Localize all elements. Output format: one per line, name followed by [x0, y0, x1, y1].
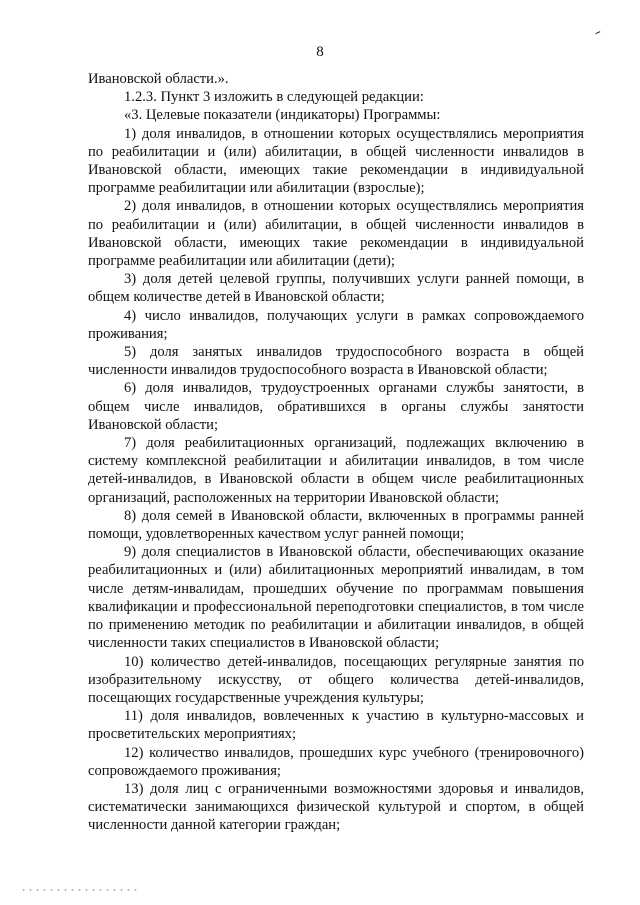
paragraph-section-heading: «3. Целевые показатели (индикаторы) Программы: — [124, 107, 441, 124]
page-number: 8 — [316, 44, 324, 60]
indicator-item-6: 6) доля инвалидов, трудоустроенных органами службы занятости, в общем числе инвалидов, обратившихся в органы службы занятости Ивановской области; — [88, 380, 584, 433]
paragraph-amendment-intro: 1.2.3. Пункт 3 изложить в следующей редакции: — [124, 89, 424, 106]
indicator-item-5: 5) доля занятых инвалидов трудоспособного возраста в общей численности инвалидов трудоспособного возраста в Ивановской области; — [88, 344, 584, 379]
indicator-item-12: 12) количество инвалидов, прошедших курс учебного (тренировочного) сопровождаемого проживания; — [88, 744, 584, 779]
scan-edge-artifact — [20, 888, 140, 892]
paragraph-continuation: Ивановской области.». — [88, 71, 229, 87]
indicator-item-13: 13) доля лиц с ограниченными возможностями здоровья и инвалидов, систематически занимающихся физической культурой и спортом, в общей численности данной категории граждан; — [88, 780, 584, 834]
indicator-item-2: 2) доля инвалидов, в отношении которых осуществлялись мероприятия по реабилитации и (или) абилитации, в общей численности инвалидов в Ивановской области, имеющих такие рекомендации в индивидуальной программе реабилитации или абилитации (дети); — [88, 198, 584, 270]
indicator-item-1: 1) доля инвалидов, в отношении которых осуществлялись мероприятия по реабилитации и (или) абилитации, в общей численности инвалидов в Ивановской области, имеющих такие рекомендации в индивидуальной программе реабилитации или абилитации (взрослые); — [88, 125, 584, 197]
indicator-item-7: 7) доля реабилитационных организаций, подлежащих включению в систему комплексной реабилитации и абилитации инвалидов, в том числе детей-инвалидов, в Ивановской области в общем числе реабилитационных организаций, расположенных на территории Ивановской области; — [88, 435, 584, 506]
document-body — [88, 70, 584, 835]
indicator-item-9: 9) доля специалистов в Ивановской области, обеспечивающих оказание реабилитационных и (или) абилитационных мероприятий инвалидам, в том числе детям-инвалидам, прошедших обучение по программам повышения квалификации и профессиональной переподготовки специалистов, в том числе по применению методик по реабилитации и абилитации инвалидов, в общей численности таких специалистов в Ивановской области; — [88, 544, 584, 652]
indicator-item-3: 3) доля детей целевой группы, получивших услуги ранней помощи, в общем количестве детей в Ивановской области; — [88, 271, 584, 306]
indicator-item-11: 11) доля инвалидов, вовлеченных к участию в культурно-массовых и просветительских мероприятиях; — [88, 708, 584, 743]
indicator-item-10: 10) количество детей-инвалидов, посещающих регулярные занятия по изобразительному искусству, от общего количества детей-инвалидов, посещающих государственные учреждения культуры; — [88, 653, 584, 706]
scan-mark — [595, 31, 601, 37]
indicator-item-8: 8) доля семей в Ивановской области, включенных в программы ранней помощи, удовлетворенных качеством услуг ранней помощи; — [88, 507, 584, 543]
indicator-item-4: 4) число инвалидов, получающих услуги в рамках сопровождаемого проживания; — [88, 307, 584, 342]
